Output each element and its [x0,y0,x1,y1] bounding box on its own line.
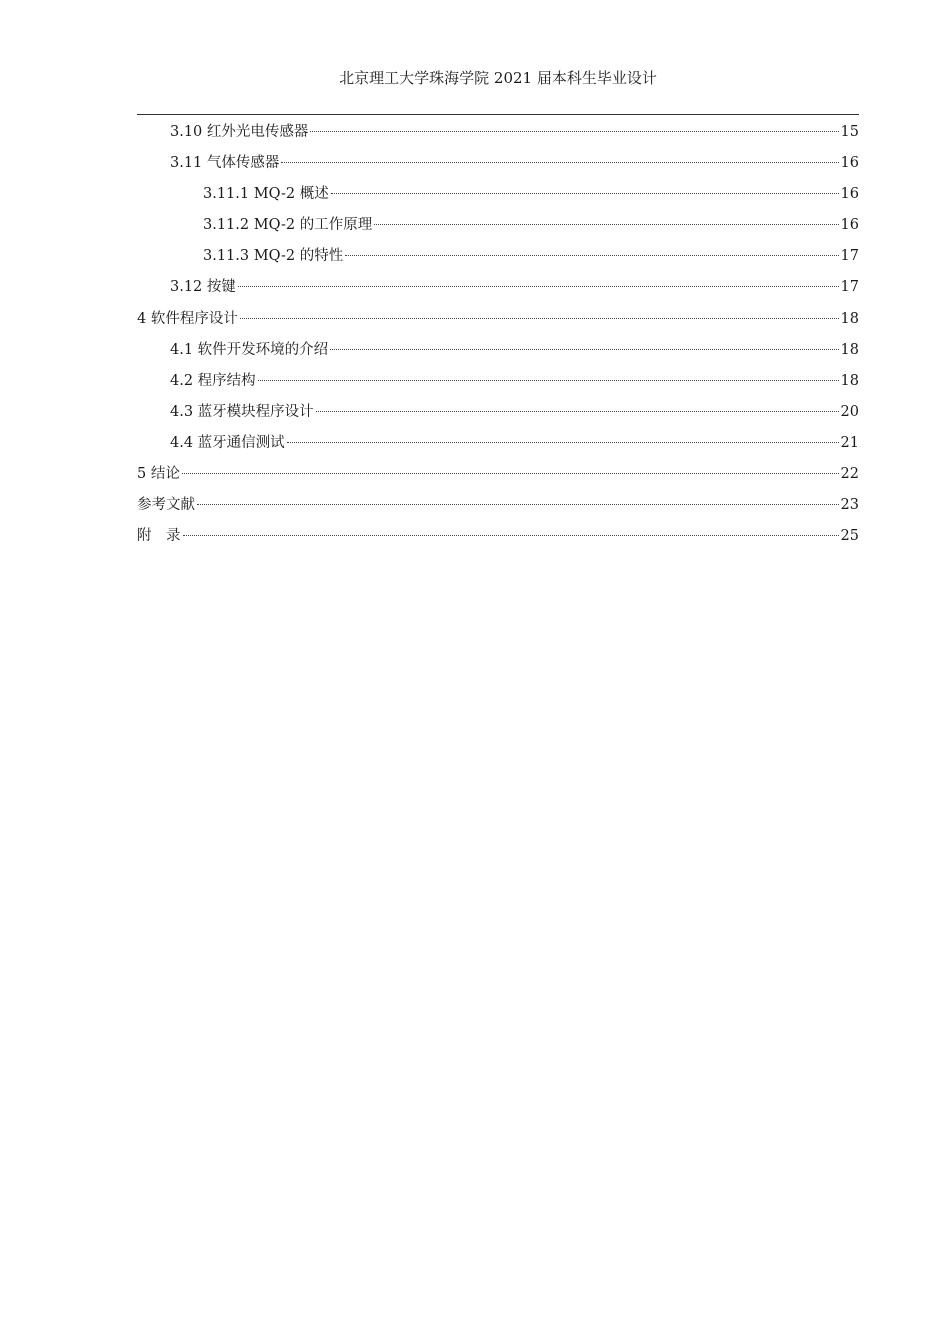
toc-entry-page: 23 [840,497,859,514]
toc-dot-leader [287,442,839,443]
toc-dot-leader [258,380,839,381]
toc-dot-leader [240,318,839,319]
toc-entry-label: 附 录 [137,528,181,545]
toc-entry[interactable] [137,120,859,151]
toc-entry[interactable] [137,182,859,213]
toc-entry[interactable] [137,244,859,275]
toc-dot-leader [281,162,838,163]
toc-dot-leader [310,131,838,132]
toc-entry-page: 18 [840,372,859,389]
toc-dot-leader [197,504,839,505]
toc-entry-label: 3.11.1 MQ-2 概述 [203,186,329,203]
toc-entry-page: 18 [840,341,859,358]
table-of-contents [137,120,859,555]
toc-entry-label: 3.11.2 MQ-2 的工作原理 [203,217,373,234]
toc-entry[interactable] [137,338,859,369]
toc-entry-page: 17 [840,279,859,296]
toc-entry-label: 4.4 蓝牙通信测试 [170,434,285,451]
toc-entry[interactable] [137,524,859,555]
toc-entry[interactable] [137,369,859,400]
toc-entry[interactable] [137,275,859,306]
page-header-title: 北京理工大学珠海学院 2021 届本科生毕业设计 [339,69,657,87]
toc-entry-label: 3.12 按键 [170,279,236,296]
toc-entry-label: 3.11 气体传感器 [170,155,280,172]
toc-dot-leader [183,535,839,536]
toc-entry-label: 3.10 红外光电传感器 [170,124,309,140]
toc-dot-leader [238,286,839,287]
toc-entry-page: 21 [840,434,859,451]
toc-entry[interactable] [137,493,859,524]
toc-entry[interactable] [137,307,859,338]
toc-dot-leader [374,224,838,225]
toc-entry-page: 18 [840,310,859,327]
toc-entry-page: 15 [840,124,859,140]
toc-entry-label: 4.3 蓝牙模块程序设计 [170,403,314,420]
toc-dot-leader [316,411,839,412]
toc-entry-page: 16 [840,217,859,234]
header-divider [137,114,859,115]
toc-entry-label: 4.1 软件开发环境的介绍 [170,341,329,358]
toc-entry-label: 参考文献 [137,497,195,514]
toc-entry-page: 20 [840,403,859,420]
toc-entry[interactable] [137,213,859,244]
toc-entry[interactable] [137,431,859,462]
toc-entry-label: 5 结论 [137,466,180,483]
toc-entry-page: 22 [840,466,859,483]
toc-entry[interactable] [137,462,859,493]
toc-dot-leader [345,255,838,256]
toc-entry-label: 4.2 程序结构 [170,372,256,389]
toc-entry[interactable] [137,400,859,431]
toc-entry-label: 3.11.3 MQ-2 的特性 [203,248,344,265]
toc-entry[interactable] [137,151,859,182]
toc-entry-page: 17 [840,248,859,265]
toc-dot-leader [330,349,838,350]
toc-entry-page: 16 [840,186,859,203]
toc-entry-label: 4 软件程序设计 [137,310,238,327]
toc-dot-leader [182,473,839,474]
toc-dot-leader [331,193,839,194]
toc-entry-page: 25 [840,528,859,545]
toc-entry-page: 16 [840,155,859,172]
